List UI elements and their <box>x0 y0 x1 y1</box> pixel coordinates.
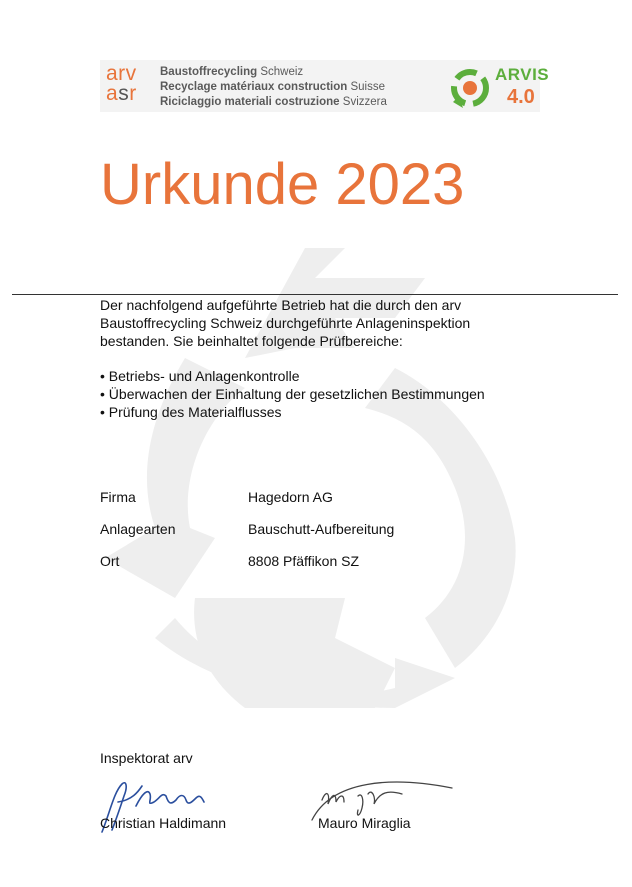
arvis-title: ARVIS <box>495 65 550 84</box>
inspectorate-label: Inspektorat arv <box>100 750 193 766</box>
association-name-it: Riciclaggio materiali costruzione Svizzera <box>160 96 387 108</box>
divider <box>12 294 618 295</box>
signatory-name: Mauro Miraglia <box>318 815 411 831</box>
logo-asr-a: a <box>106 82 119 105</box>
arv-asr-logo <box>106 64 137 104</box>
arvis-recycle-icon <box>445 62 495 112</box>
detail-value: Hagedorn AG <box>248 489 333 505</box>
detail-label: Ort <box>100 553 120 569</box>
association-name-de: Baustoffrecycling Schweiz <box>160 66 304 78</box>
association-name-fr: Recyclage matériaux construction Suisse <box>160 81 385 93</box>
intro-paragraph: Der nachfolgend aufgeführte Betrieb hat die durch den arv Baustoffrecycling Schweiz durchgeführte Anlageninspektion bestanden. Sie beinhaltet folgende Prüfbereiche: <box>100 297 471 349</box>
detail-value: Bauschutt-Aufbereitung <box>248 521 395 537</box>
signatory-name: Christian Haldimann <box>100 815 227 831</box>
detail-label: Anlagearten <box>100 521 176 537</box>
detail-label: Firma <box>100 489 136 505</box>
arvis-version: 4.0 <box>507 86 535 108</box>
logo-asr-text <box>106 84 137 104</box>
association-names <box>160 65 387 110</box>
arvis-logo <box>445 62 550 112</box>
logo-asr-s: s <box>118 82 130 105</box>
letterhead <box>100 60 550 112</box>
logo-arv-text: arv <box>106 62 137 85</box>
logo-asr-r: r <box>129 82 137 105</box>
inspection-areas-list <box>100 367 485 421</box>
list-item: • Überwachen der Einhaltung der gesetzlichen Bestimmungen <box>100 385 485 403</box>
list-item: • Prüfung des Materialflusses <box>100 403 485 421</box>
certificate-title: Urkunde 2023 <box>100 152 465 217</box>
list-item: • Betriebs- und Anlagenkontrolle <box>100 367 485 385</box>
detail-value: 8808 Pfäffikon SZ <box>248 553 360 569</box>
